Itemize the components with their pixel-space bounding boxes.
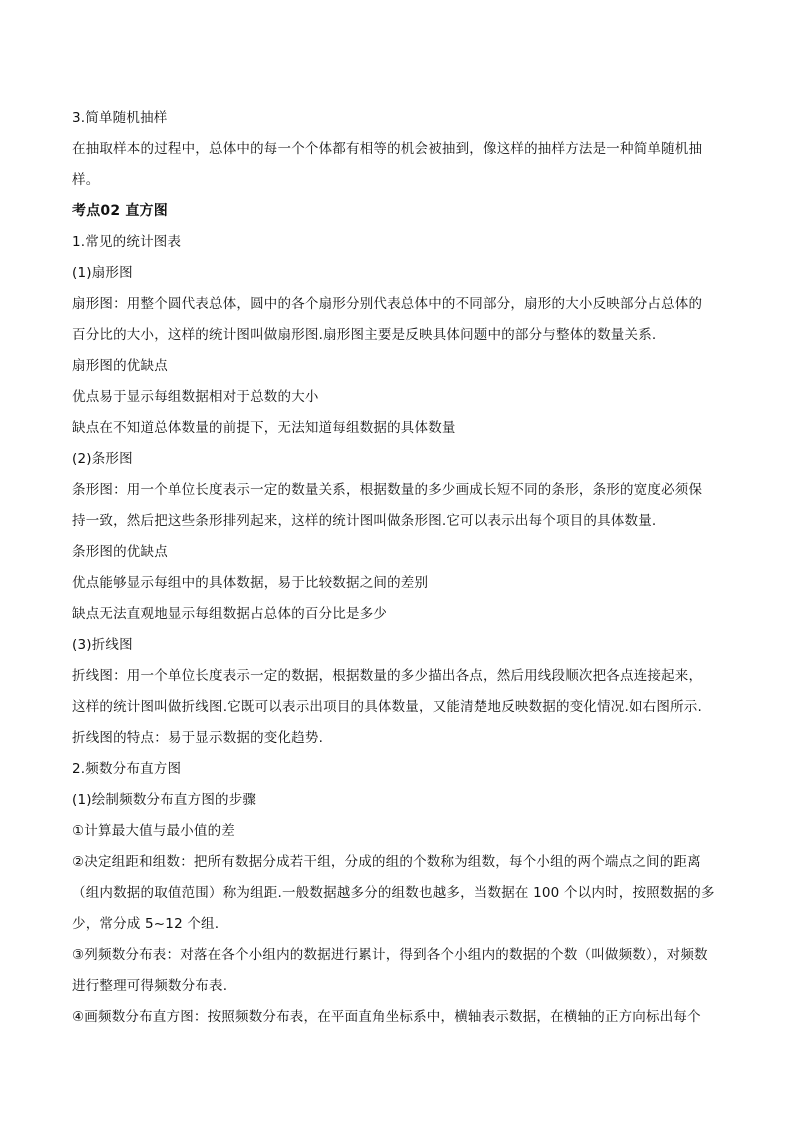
paragraph-line: 持一致，然后把这些条形排列起来，这样的统计图叫做条形图.它可以表示出每个项目的具体数量. xyxy=(72,513,657,529)
step-line: ②决定组距和组数：把所有数据分成若干组，分成的组的个数称为组数，每个小组的两个端点之间的距离 xyxy=(72,854,701,870)
paragraph-line: 折线图：用一个单位长度表示一定的数据，根据数量的多少描出各点，然后用线段顺次把各点连接起来， xyxy=(72,668,703,684)
step-line: ③列频数分布表：对落在各个小组内的数据进行累计，得到各个小组内的数据的个数（叫做频数），对频数 xyxy=(72,947,708,963)
paragraph-line: 进行整理可得频数分布表. xyxy=(72,978,228,994)
item-heading-pie-chart: (1)扇形图 xyxy=(72,265,133,281)
step-line: ④画频数分布直方图：按照频数分布表，在平面直角坐标系中，横轴表示数据，在横轴的正方向标出每个 xyxy=(72,1009,701,1025)
paragraph-line: 扇形图：用整个圆代表总体，圆中的各个扇形分别代表总体中的不同部分，扇形的大小反映部分占总体的 xyxy=(72,296,703,312)
paragraph-line: 样。 xyxy=(72,172,100,188)
step-line: ①计算最大值与最小值的差 xyxy=(72,823,236,839)
paragraph-line: 优点能够显示每组中的具体数据，易于比较数据之间的差别 xyxy=(72,575,429,591)
item-heading-bar-chart: (2)条形图 xyxy=(72,451,133,467)
paragraph-line: 优点易于显示每组数据相对于总数的大小 xyxy=(72,389,319,405)
paragraph-line: 折线图的特点：易于显示数据的变化趋势. xyxy=(72,730,324,746)
paragraph-line: 缺点在不知道总体数量的前提下，无法知道每组数据的具体数量 xyxy=(72,420,456,436)
subsection-heading-frequency-histogram: 2.频数分布直方图 xyxy=(72,761,182,777)
paragraph-line: 少，常分成 5~12 个组. xyxy=(72,916,220,932)
paragraph-line: 这样的统计图叫做折线图.它既可以表示出项目的具体数量，又能清楚地反映数据的变化情况.如右图所示. xyxy=(72,699,702,715)
paragraph-line: 条形图：用一个单位长度表示一定的数量关系，根据数量的多少画成长短不同的条形，条形的宽度必须保 xyxy=(72,482,703,498)
paragraph-line: 在抽取样本的过程中，总体中的每一个个体都有相等的机会被抽到，像这样的抽样方法是一种简单随机抽 xyxy=(72,141,703,157)
subsection-heading-common-charts: 1.常见的统计图表 xyxy=(72,234,182,250)
paragraph-line: 条形图的优缺点 xyxy=(72,544,168,560)
section-heading-histogram: 考点02 直方图 xyxy=(72,203,168,219)
paragraph-line: 缺点无法直观地显示每组数据占总体的百分比是多少 xyxy=(72,606,388,622)
paragraph-line: （组内数据的取值范围）称为组距.一般数据越多分的组数也越多，当数据在 100 个以内时，按照数据的多 xyxy=(72,885,715,901)
item-heading-histogram-steps: (1)绘制频数分布直方图的步骤 xyxy=(72,792,257,808)
paragraph-line: 百分比的大小，这样的统计图叫做扇形图.扇形图主要是反映具体问题中的部分与整体的数量关系. xyxy=(72,327,657,343)
item-heading-line-chart: (3)折线图 xyxy=(72,637,133,653)
paragraph-line: 扇形图的优缺点 xyxy=(72,358,168,374)
subsection-heading-simple-random-sampling: 3.简单随机抽样 xyxy=(72,110,168,126)
